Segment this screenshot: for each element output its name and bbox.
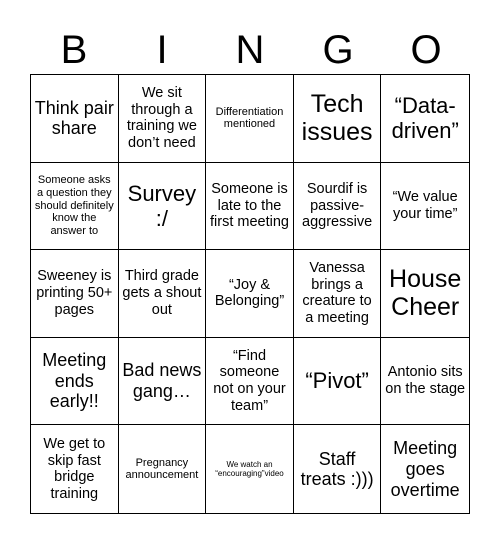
bingo-cell-r2-c4[interactable]: Sourdif is passive-aggressive [294,163,382,251]
bingo-cell-r5-c2[interactable]: Pregnancy announcement [119,425,207,513]
header-letter-b: B [60,28,88,72]
bingo-cell-r4-c1[interactable]: Meeting ends early!! [31,338,119,426]
bingo-cell-r3-c3[interactable]: “Joy & Belonging” [206,250,294,338]
header-letter-n: N [235,28,265,72]
bingo-cell-r2-c1[interactable]: Someone asks a question they should definitely know the answer to [31,163,119,251]
header-letter-o: O [410,28,442,72]
bingo-board [30,74,470,514]
bingo-cell-r2-c5[interactable]: “We value your time” [381,163,469,251]
bingo-cell-r4-c5[interactable]: Antonio sits on the stage [381,338,469,426]
bingo-cell-r3-c2[interactable]: Third grade gets a shout out [119,250,207,338]
bingo-cell-r1-c5[interactable]: “Data-driven” [381,75,469,163]
bingo-cell-r2-c3[interactable]: Someone is late to the first meeting [206,163,294,251]
bingo-cell-r4-c3[interactable]: “Find someone not on your team” [206,338,294,426]
bingo-header [30,26,470,74]
bingo-cell-r1-c2[interactable]: We sit through a training we don’t need [119,75,207,163]
bingo-cell-r3-c4[interactable]: Vanessa brings a creature to a meeting [294,250,382,338]
bingo-cell-r5-c1[interactable]: We get to skip fast bridge training [31,425,119,513]
bingo-cell-r4-c2[interactable]: Bad news gang… [119,338,207,426]
header-letter-g: G [322,28,354,72]
header-letter-i: I [156,28,168,72]
bingo-cell-r1-c3[interactable]: Differentiation mentioned [206,75,294,163]
bingo-cell-r4-c4[interactable]: “Pivot” [294,338,382,426]
bingo-cell-r5-c3[interactable]: We watch an “encouraging”video [206,425,294,513]
bingo-cell-r5-c4[interactable]: Staff treats :))) [294,425,382,513]
bingo-cell-r3-c1[interactable]: Sweeney is printing 50+ pages [31,250,119,338]
bingo-cell-r2-c2[interactable]: Survey :/ [119,163,207,251]
bingo-cell-r5-c5[interactable]: Meeting goes overtime [390,438,460,500]
bingo-cell-r3-c5[interactable]: House Cheer [381,250,469,338]
bingo-cell-r1-c4[interactable]: Tech issues [294,75,382,163]
bingo-cell-r1-c1[interactable]: Think pair share [31,75,119,163]
